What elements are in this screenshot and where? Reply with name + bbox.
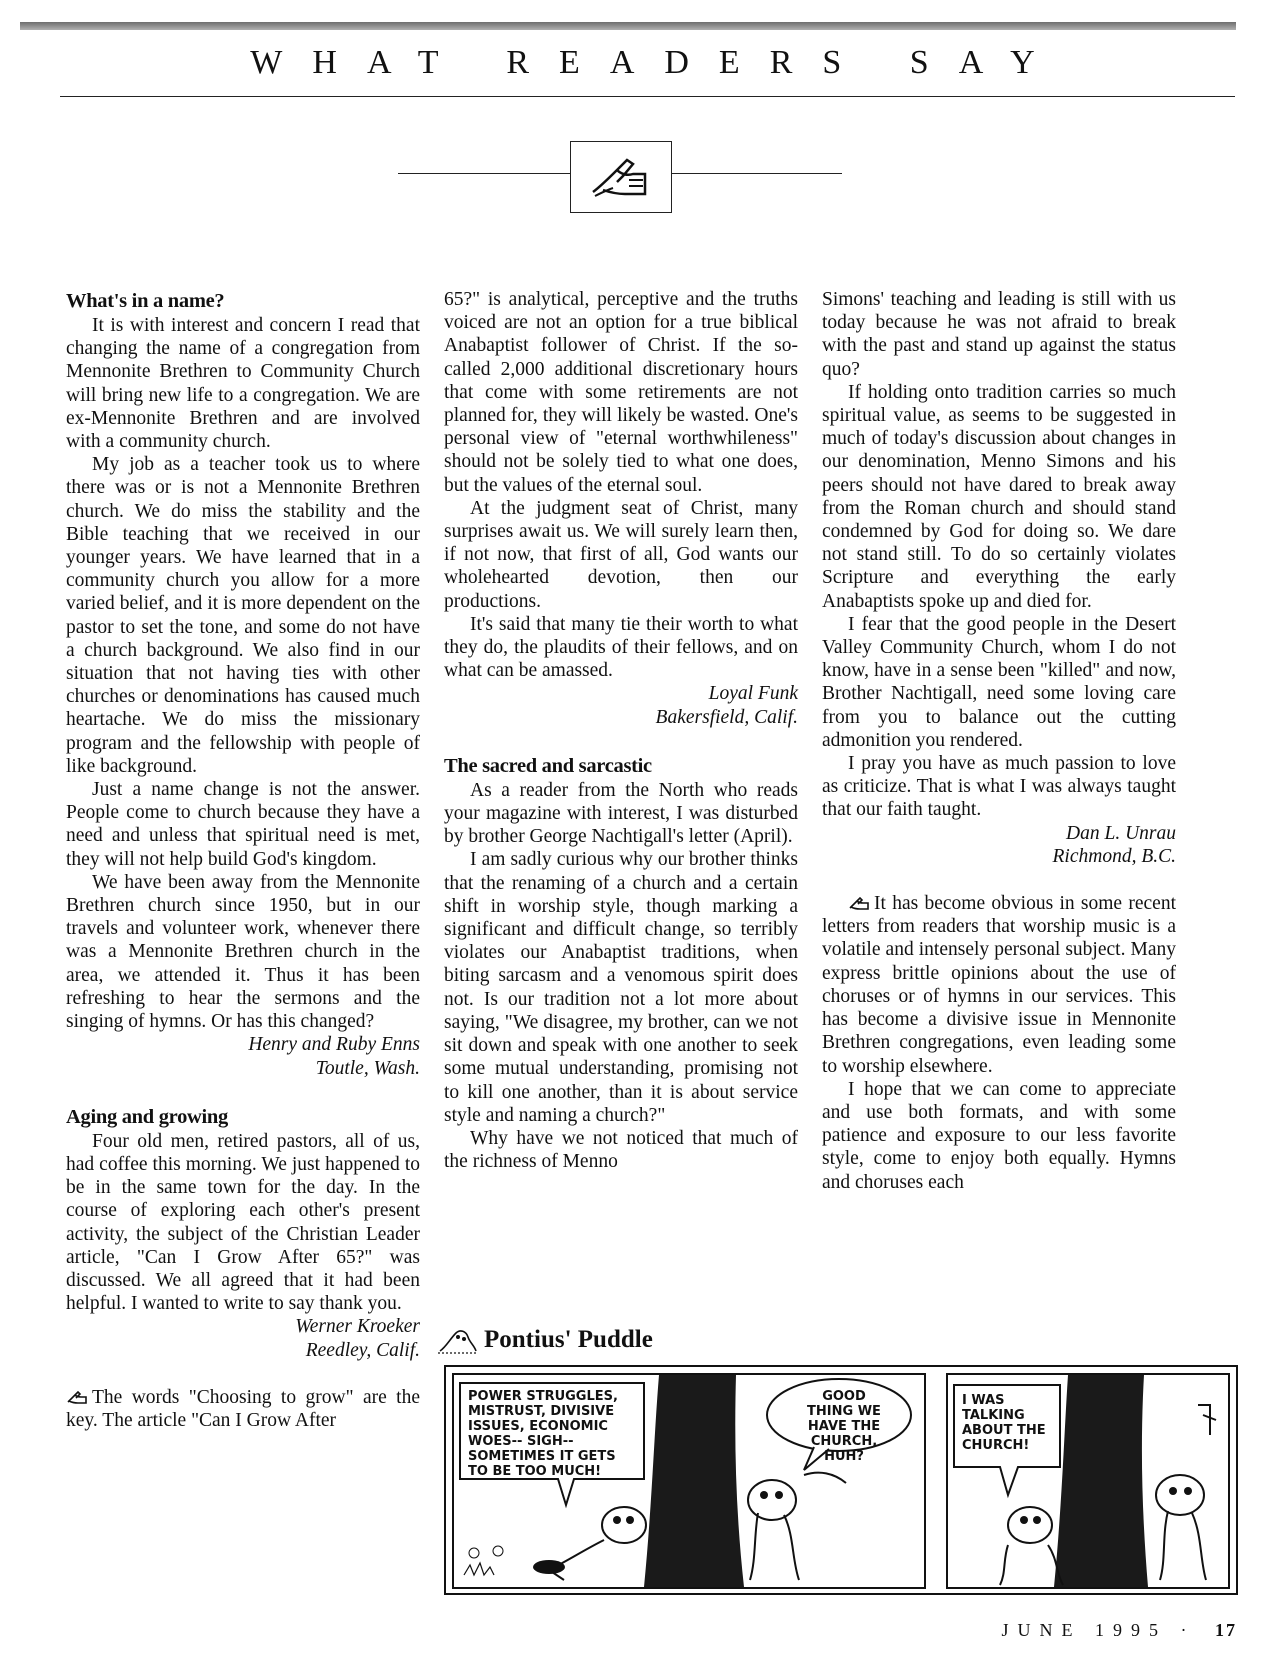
speech-bubble-1: POWER STRUGGLES, MISTRUST, DIVISIVE ISSUES, ECONOMIC WOES-- SIGH-- SOMETIMES IT GETS TO BE TOO MUCH! (468, 1389, 618, 1479)
issue-date: JUNE 1995 (1001, 1620, 1167, 1640)
letter-paragraph: My job as a teacher took us to where there was or is not a Mennonite Brethren church. We do miss the stability and the Bible teaching that we received in our younger years. We have learned that in a community church you allow for a more varied belief, and it is more dependent on the pastor to set the tone, and some do not have a church background. We also find in our situation that not having ties with other churches or denominations has caused much heartache. We do miss the missionary program and the fellowship with people of like background. (66, 454, 420, 777)
letter-heading: What's in a name? (66, 290, 225, 312)
letter-paragraph: As a reader from the North who reads your magazine with interest, I was disturbed by brother George Nachtigall's letter (April). (444, 779, 798, 848)
writing-hand-emblem (570, 141, 672, 213)
letter-paragraph: We have been away from the Mennonite Brethren church since 1950, but in our travels and volunteer work, whenever there was a Mennonite Brethren church in the area, we attended it. Thus it has been refreshing to hear the sermons and the singing of hymns. Or has this changed? (66, 871, 420, 1033)
comic-panel-1 (452, 1373, 926, 1589)
letter-heading: The sacred and sarcastic (444, 754, 652, 777)
puddle-mascot-icon (436, 1325, 478, 1355)
emblem-line-right (672, 173, 842, 174)
letter-paragraph: 65?" is analytical, perceptive and the truths voiced are not an option for a true biblical Anabaptist follower of Christ. If the so-called 2,000 additional discretionary hours that come with some retirements are not planned for, they will likely be wasted. One's personal view of "eternal worthwhileness" should not be solely tied to what one does, but the values of the eternal soul. (444, 289, 798, 496)
writing-hand-icon (587, 152, 655, 202)
letter-heading: Aging and growing (66, 1105, 228, 1128)
speech-bubble-3: I WAS TALKING ABOUT THE CHURCH! (962, 1393, 1046, 1453)
writing-hand-icon (848, 895, 870, 911)
letter-author: Loyal Funk (708, 683, 798, 705)
letter-paragraph: I pray you have as much passion to love as criticize. That is what I was always taught that our faith taught. (822, 753, 1176, 821)
letter-location: Bakersfield, Calif. (655, 706, 798, 728)
letter-paragraph: At the judgment seat of Christ, many surprises await us. We will surely learn then, if not now, that first of all, God wants our wholehearted devotion, then our productions. (444, 497, 798, 612)
letter-paragraph: It's said that many tie their worth to what they do, the plaudits of their fellows, and on what can be amassed. (444, 613, 798, 682)
letter-text: The words "Choosing to grow" are the key. The article "Can I Grow After (66, 1386, 420, 1431)
letter-author: Werner Kroeker (295, 1316, 420, 1338)
letter-paragraph: Four old men, retired pastors, all of us, had coffee this morning. We just happened to be in the same town for the day. In the course of exploring each other's present activity, the subject of the Christian Leader article, "Can I Grow After 65?" was discussed. We all agreed that it had been helpful. I wanted to write to say thank you. (66, 1130, 420, 1315)
comic-strip (444, 1365, 1238, 1595)
writing-hand-icon (66, 1389, 88, 1405)
letter-paragraph: I fear that the good people in the Desert Valley Community Church, whom I do not know, have in a sense been "killed" and now, Brother Nachtigall, need some loving care from you to balance out the cutting admonition you rendered. (822, 613, 1176, 751)
letter-paragraph: It is with interest and concern I read that changing the name of a congregation from Mennonite Brethren to Community Church will bring new life to a congregation. We are ex-Mennonite Brethren and are involved with a community church. (66, 315, 420, 453)
letter-author: Henry and Ruby Enns (248, 1034, 420, 1056)
letter-paragraph: Just a name change is not the answer. People come to church because they have a need and unless that spiritual need is met, they will not help build God's kingdom. (66, 779, 420, 870)
letter-paragraph: Simons' teaching and leading is still with us today because he was not afraid to break with the past and stand up against the status quo? (822, 289, 1176, 380)
comic-title-text: Pontius' Puddle (484, 1326, 653, 1353)
column-2 (444, 288, 798, 1173)
comic-title (436, 1325, 653, 1355)
emblem-line-left (398, 173, 570, 174)
letter-location: Toutle, Wash. (315, 1057, 420, 1079)
letter-location: Richmond, B.C. (1052, 845, 1176, 867)
footer-separator: · (1180, 1620, 1196, 1640)
letter-paragraph-with-pen (822, 892, 1176, 1078)
column-3 (822, 288, 1176, 1194)
section-title: WHAT READERS SAY (250, 44, 1065, 81)
page-number: 17 (1215, 1620, 1237, 1640)
letter-paragraph-with-pen (66, 1386, 420, 1432)
comic-panel-2 (946, 1373, 1230, 1589)
letter-paragraph: Why have we not noticed that much of the richness of Menno (444, 1127, 798, 1173)
letter-paragraph: I am sadly curious why our brother thinks that the renaming of a church and a certain shift in worship style, though marking a significant and difficult change, so terribly violates our Anabaptist traditions, when biting sarcasm and a venomous spirit does not. Is our tradition not a lot more about saying, "We disagree, my brother, can we not sit down and speak with one another to seek some mutual understanding, promising not to kill one another, than it is about service style and naming a church?" (444, 849, 798, 1126)
page-footer (1002, 1620, 1238, 1641)
column-1 (66, 288, 420, 1432)
letter-text: It has become obvious in some recent letters from readers that worship music is a volatile and intensely personal subject. Many express brittle opinions about the use of choruses or of hymns in our services. This has become a divisive issue in Mennonite Brethren congregations, even leading some to worship elsewhere. (822, 893, 1176, 1077)
speech-bubble-2: GOOD THING WE HAVE THE CHURCH, HUH? (807, 1389, 881, 1464)
letter-paragraph: I hope that we can come to appreciate and use both formats, and with some patience and exposure to our less favorite style, come to enjoy both equally. Hymns and choruses each (822, 1078, 1176, 1193)
letter-author: Dan L. Unrau (1066, 822, 1176, 844)
top-rule-bar (20, 22, 1236, 30)
letter-paragraph: If holding onto tradition carries so much spiritual value, as seems to be suggested in much of today's discussion about changes in our denomination, Menno Simons and his peers should not have dared to break away from the Roman church and should stand condemned by God for doing so. We dare not stand still. To do so certainly violates Scripture and everything the early Anabaptists spoke up and died for. (822, 381, 1176, 612)
letter-location: Reedley, Calif. (305, 1339, 420, 1361)
header-rule (60, 96, 1235, 97)
